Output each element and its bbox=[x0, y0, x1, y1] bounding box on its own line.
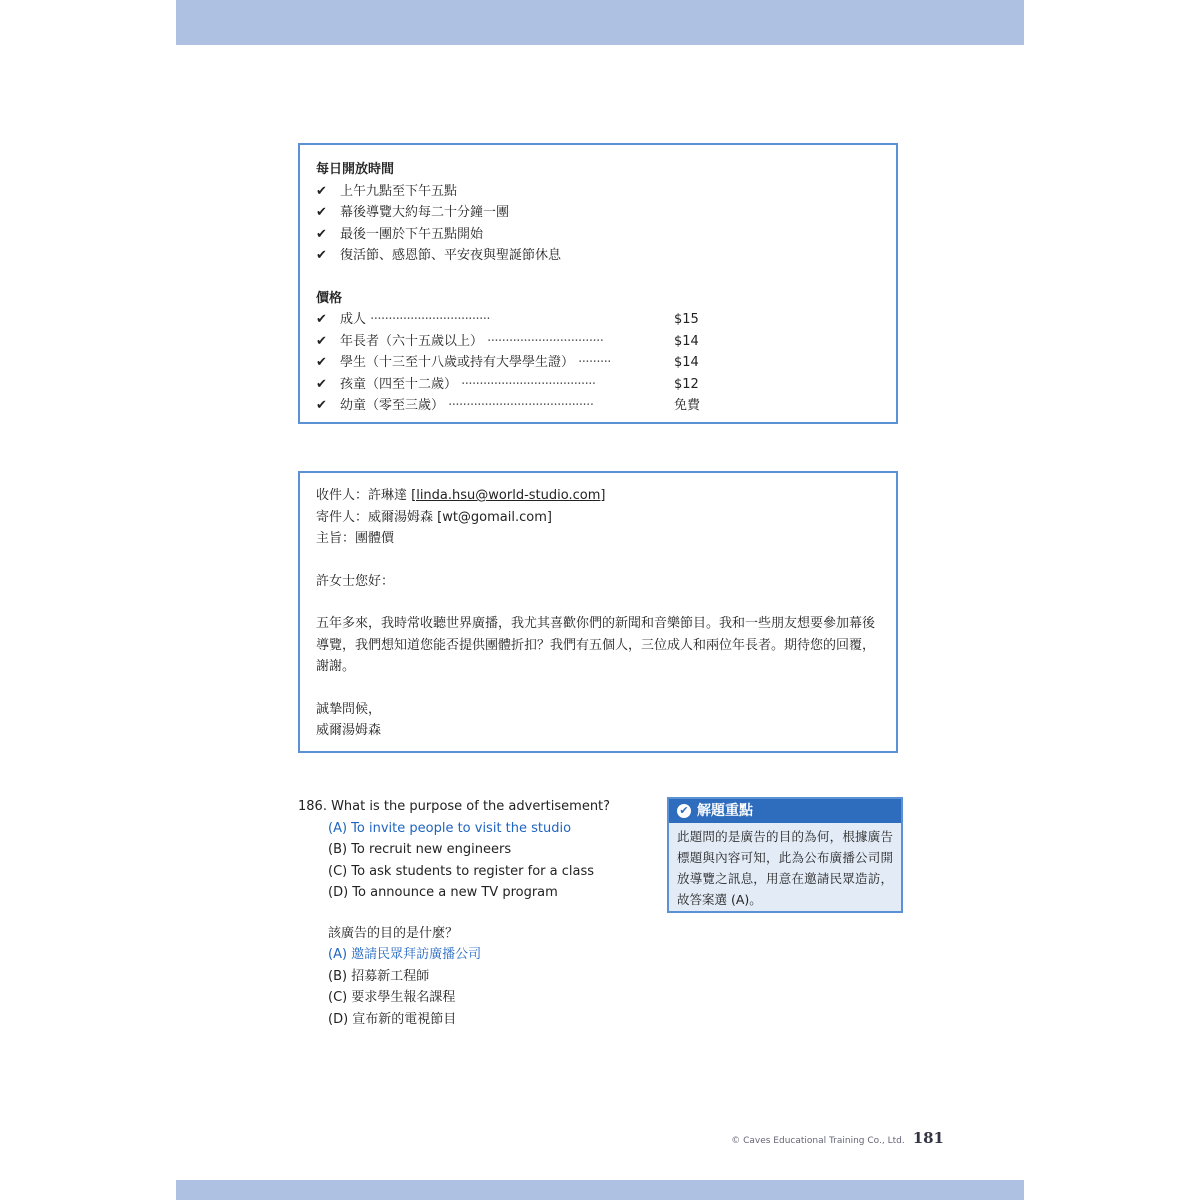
check-icon: ✔ bbox=[316, 398, 327, 413]
footer-copyright: © Caves Educational Training Co., Ltd. bbox=[731, 1136, 905, 1146]
check-icon: ✔ bbox=[316, 333, 327, 349]
price-item: ✔ 學生（十三至十八歲或持有大學學生證） ········· $14 bbox=[316, 352, 880, 374]
tip-header bbox=[669, 799, 901, 823]
hours-item: ✔ 幕後導覽大約每二十分鐘一團 bbox=[316, 202, 880, 224]
hours-item: ✔ 上午九點至下午五點 bbox=[316, 181, 880, 203]
bottom-footer-band bbox=[176, 1180, 1024, 1200]
hours-item: ✔ 復活節、感恩節、平安夜與聖誕節休息 bbox=[316, 245, 880, 267]
price-item: ✔ 年長者（六十五歲以上） ································ $14 bbox=[316, 331, 880, 353]
hours-item: ✔ 最後一團於下午五點開始 bbox=[316, 224, 880, 246]
answer-zh-option-a: (A) 邀請民眾拜訪廣播公司 bbox=[328, 947, 482, 962]
check-icon: ✔ bbox=[677, 804, 691, 818]
check-icon: ✔ bbox=[316, 312, 327, 327]
email-subject-line: 主旨：團體價 bbox=[316, 531, 395, 546]
check-icon: ✔ bbox=[316, 248, 327, 263]
email-from-line: 寄件人：威爾湯姆森 [wt@gomail.com] bbox=[316, 509, 552, 525]
hours-prices-box bbox=[298, 143, 898, 424]
hours-heading: 每日開放時間 bbox=[316, 162, 395, 177]
price-item: ✔ 成人 ································· $15 bbox=[316, 309, 880, 331]
email-signature: 威爾湯姆森 bbox=[316, 723, 382, 738]
price-value: $12 bbox=[674, 376, 699, 392]
page-footer bbox=[700, 1128, 944, 1147]
email-to-line: 收件人：許琳達 [linda.hsu@world-studio.com] bbox=[316, 488, 606, 503]
price-value: $15 bbox=[674, 312, 699, 327]
check-icon: ✔ bbox=[316, 226, 327, 242]
price-value: $14 bbox=[674, 333, 699, 349]
question-title: 186. What is the purpose of the advertisement? bbox=[298, 799, 611, 814]
email-closing: 誠摯問候， bbox=[316, 701, 382, 717]
answer-option-d: (D) To announce a new TV program bbox=[328, 885, 558, 900]
email-to-address[interactable]: [linda.hsu@world-studio.com] bbox=[411, 488, 606, 503]
tip-heading: 解題重點 bbox=[697, 803, 753, 819]
question-block bbox=[298, 796, 610, 1030]
answer-option-c: (C) To ask students to register for a class bbox=[328, 863, 594, 879]
answer-zh-option-d: (D) 宣布新的電視節目 bbox=[328, 1011, 457, 1027]
email-box bbox=[298, 471, 898, 753]
top-header-band bbox=[176, 0, 1024, 45]
tip-box bbox=[667, 797, 903, 913]
check-icon: ✔ bbox=[316, 205, 327, 220]
price-value: 免費 bbox=[674, 398, 701, 413]
email-body: 五年多來，我時常收聽世界廣播，我尤其喜歡你們的新聞和音樂節目。我和一些朋友想要參加幕後導覽，我們想知道您能否提供團體折扣？我們有五個人，三位成人和兩位年長者。期待您的回覆，謝謝。 bbox=[316, 616, 876, 674]
question-zh-title: 該廣告的目的是什麼？ bbox=[328, 925, 459, 941]
price-item: ✔ 孩童（四至十二歲） ····································· $12 bbox=[316, 374, 880, 396]
answer-zh-option-c: (C) 要求學生報名課程 bbox=[328, 990, 456, 1005]
check-icon: ✔ bbox=[316, 183, 327, 199]
price-item: ✔ 幼童（零至三歲） ········································ 免費 bbox=[316, 395, 880, 417]
answer-option-b: (B) To recruit new engineers bbox=[328, 842, 512, 857]
check-icon: ✔ bbox=[316, 355, 327, 370]
email-greeting: 許女士您好： bbox=[316, 573, 395, 589]
price-value: $14 bbox=[674, 355, 699, 370]
check-icon: ✔ bbox=[316, 376, 327, 392]
prices-heading: 價格 bbox=[316, 290, 343, 306]
page-number: 181 bbox=[912, 1129, 944, 1147]
answer-zh-option-b: (B) 招募新工程師 bbox=[328, 968, 430, 984]
answer-option-a: (A) To invite people to visit the studio bbox=[328, 820, 572, 836]
tip-body: 此題問的是廣告的目的為何，根據廣告標題與內容可知，此為公布廣播公司開放導覽之訊息，用意在邀請民眾造訪，故答案選 (A)。 bbox=[677, 829, 893, 907]
